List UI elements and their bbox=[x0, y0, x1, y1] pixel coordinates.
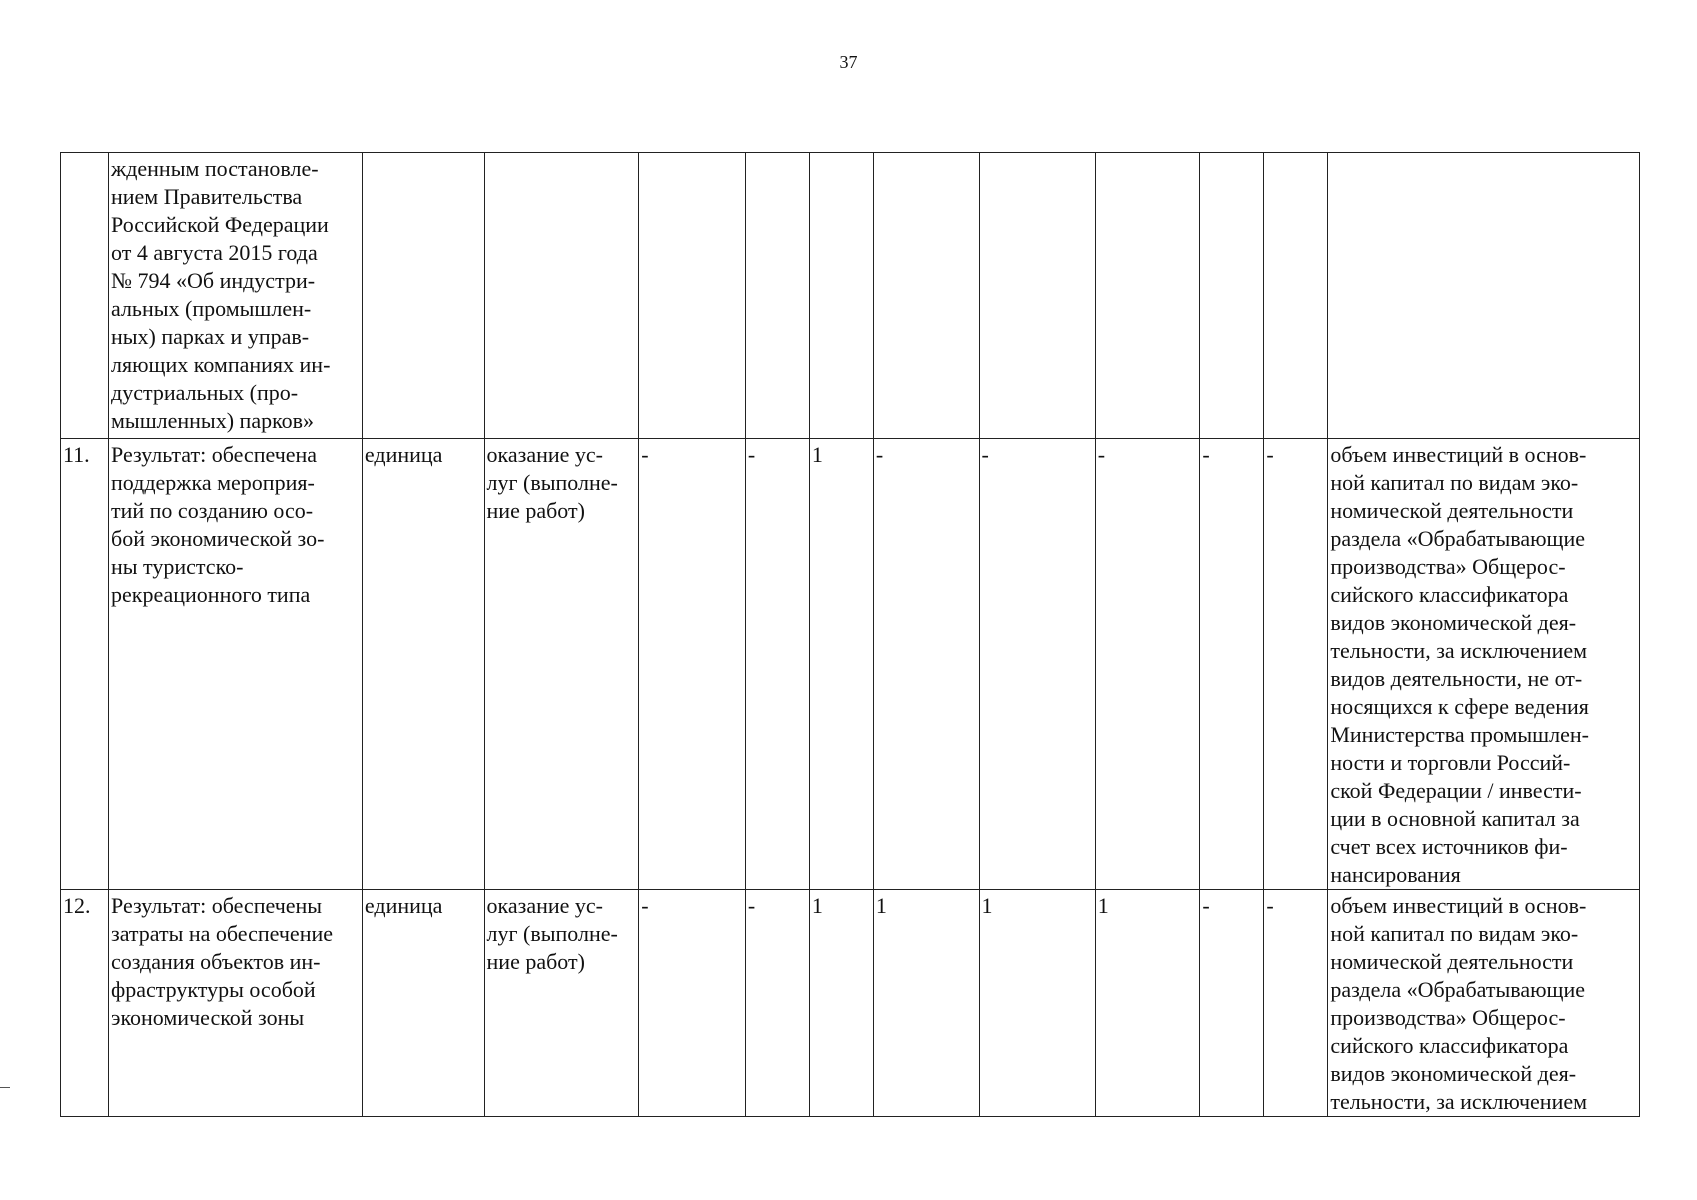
indicator-cell bbox=[1328, 439, 1640, 890]
result-type-cell-line: оказание ус- bbox=[486, 442, 604, 467]
indicator-cell-line: объем инвестиций в основ- bbox=[1330, 442, 1587, 467]
unit-cell: единица bbox=[362, 890, 484, 1117]
indicator-cell-line: производства» Общерос- bbox=[1330, 554, 1566, 579]
unit-cell bbox=[362, 153, 484, 439]
value-cell bbox=[979, 153, 1095, 439]
indicator-cell-line: номической деятельности bbox=[1330, 498, 1574, 523]
indicator-cell-line: раздела «Обрабатывающие bbox=[1330, 526, 1586, 551]
value-cell bbox=[1264, 153, 1328, 439]
indicator-cell-line: ности и торговли Россий- bbox=[1330, 750, 1571, 775]
result-name-cell-line: создания объектов ин- bbox=[111, 949, 321, 974]
result-type-cell-line: оказание ус- bbox=[486, 893, 604, 918]
indicator-cell-line: носящихся к сфере ведения bbox=[1330, 694, 1589, 719]
value-cell: - bbox=[745, 890, 809, 1117]
indicator-cell-line: тельности, за исключением bbox=[1330, 1089, 1588, 1114]
result-name-cell-line: мышленных) парков» bbox=[111, 408, 315, 433]
value-cell: - bbox=[639, 890, 746, 1117]
margin-mark bbox=[0, 1087, 10, 1088]
result-name-cell-line: Российской Федерации bbox=[111, 212, 329, 237]
result-name-cell-line: затраты на обеспечение bbox=[111, 921, 334, 946]
indicator-cell-line: счет всех источников фи- bbox=[1330, 834, 1568, 859]
indicator-cell-line: ной капитал по видам эко- bbox=[1330, 470, 1579, 495]
result-name-cell-line: нием Правительства bbox=[111, 184, 303, 209]
value-cell: - bbox=[639, 439, 746, 890]
result-name-cell-line: тий по созданию осо- bbox=[111, 498, 314, 523]
value-cell: - bbox=[873, 439, 979, 890]
value-cell: 1 bbox=[1095, 890, 1200, 1117]
result-name-cell-line: жденным постановле- bbox=[111, 156, 319, 181]
value-cell: - bbox=[1264, 439, 1328, 890]
indicator-cell-line: сийского классификатора bbox=[1330, 582, 1569, 607]
value-cell: - bbox=[1200, 439, 1264, 890]
indicator-cell-line: ской Федерации / инвести- bbox=[1330, 778, 1582, 803]
indicator-cell-line: видов экономической дея- bbox=[1330, 1061, 1577, 1086]
value-cell: 1 bbox=[873, 890, 979, 1117]
result-name-cell-line: Результат: обеспечены bbox=[111, 893, 323, 918]
results-table bbox=[60, 152, 1640, 1117]
value-cell: - bbox=[745, 439, 809, 890]
indicator-cell-line: ции в основной капитал за bbox=[1330, 806, 1580, 831]
value-cell: 1 bbox=[979, 890, 1095, 1117]
value-cell bbox=[1200, 153, 1264, 439]
value-cell: - bbox=[1095, 439, 1200, 890]
result-name-cell-line: ны туристско- bbox=[111, 554, 244, 579]
result-type-cell bbox=[484, 439, 639, 890]
indicator-cell-line: Министерства промышлен- bbox=[1330, 722, 1589, 747]
result-name-cell-line: от 4 августа 2015 года bbox=[111, 240, 318, 265]
indicator-cell-line: номической деятельности bbox=[1330, 949, 1574, 974]
value-cell: 1 bbox=[809, 890, 873, 1117]
result-name-cell-line: ляющих компаниях ин- bbox=[111, 352, 331, 377]
result-name-cell-line: экономической зоны bbox=[111, 1005, 305, 1030]
value-cell bbox=[639, 153, 746, 439]
result-type-cell bbox=[484, 890, 639, 1117]
table-row bbox=[61, 439, 1640, 890]
result-type-cell-line: ние работ) bbox=[486, 949, 585, 974]
table-row bbox=[61, 890, 1640, 1117]
value-cell: - bbox=[1200, 890, 1264, 1117]
indicator-cell-line: ной капитал по видам эко- bbox=[1330, 921, 1579, 946]
result-name-cell bbox=[109, 439, 363, 890]
result-name-cell bbox=[109, 153, 363, 439]
indicator-cell-line: производства» Общерос- bbox=[1330, 1005, 1566, 1030]
indicator-cell-line: сийского классификатора bbox=[1330, 1033, 1569, 1058]
result-type-cell-line: луг (выполне- bbox=[486, 470, 618, 495]
value-cell bbox=[1095, 153, 1200, 439]
value-cell: 1 bbox=[809, 439, 873, 890]
value-cell bbox=[745, 153, 809, 439]
result-name-cell-line: ных) парках и управ- bbox=[111, 324, 310, 349]
indicator-cell-line: объем инвестиций в основ- bbox=[1330, 893, 1587, 918]
unit-cell: единица bbox=[362, 439, 484, 890]
indicator-cell-line: раздела «Обрабатывающие bbox=[1330, 977, 1586, 1002]
indicator-cell bbox=[1328, 153, 1640, 439]
indicator-cell-line: нансирования bbox=[1330, 862, 1461, 887]
indicator-cell-line: тельности, за исключением bbox=[1330, 638, 1588, 663]
indicator-cell-line: видов деятельности, не от- bbox=[1330, 666, 1583, 691]
result-type-cell-line: луг (выполне- bbox=[486, 921, 618, 946]
result-name-cell-line: альных (промышлен- bbox=[111, 296, 312, 321]
result-type-cell bbox=[484, 153, 639, 439]
row-number-cell bbox=[61, 153, 109, 439]
indicator-cell bbox=[1328, 890, 1640, 1117]
result-name-cell-line: Результат: обеспечена bbox=[111, 442, 318, 467]
result-type-cell-line: ние работ) bbox=[486, 498, 585, 523]
value-cell bbox=[873, 153, 979, 439]
page-number: 37 bbox=[839, 52, 858, 72]
result-name-cell bbox=[109, 890, 363, 1117]
row-number-cell: 11. bbox=[61, 439, 109, 890]
result-name-cell-line: фраструктуры особой bbox=[111, 977, 316, 1002]
result-name-cell-line: № 794 «Об индустри- bbox=[111, 268, 316, 293]
value-cell: - bbox=[1264, 890, 1328, 1117]
table-row bbox=[61, 153, 1640, 439]
row-number-cell: 12. bbox=[61, 890, 109, 1117]
result-name-cell-line: дустриальных (про- bbox=[111, 380, 299, 405]
indicator-cell-line: видов экономической дея- bbox=[1330, 610, 1577, 635]
value-cell: - bbox=[979, 439, 1095, 890]
result-name-cell-line: рекреационного типа bbox=[111, 582, 311, 607]
result-name-cell-line: бой экономической зо- bbox=[111, 526, 325, 551]
result-name-cell-line: поддержка мероприя- bbox=[111, 470, 315, 495]
value-cell bbox=[809, 153, 873, 439]
